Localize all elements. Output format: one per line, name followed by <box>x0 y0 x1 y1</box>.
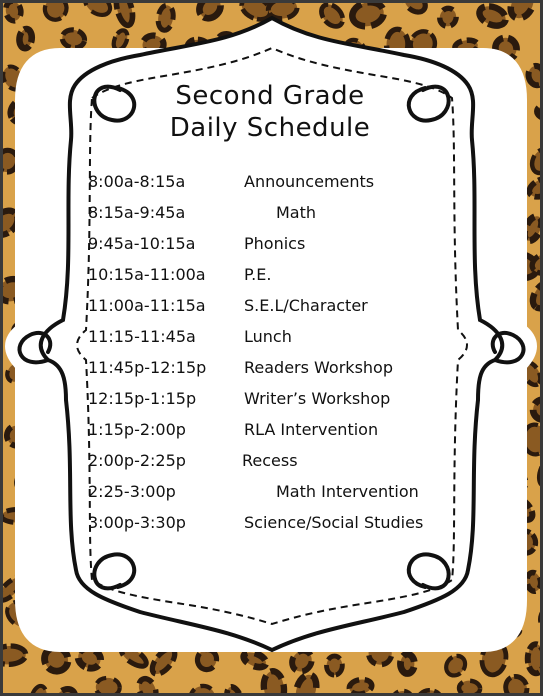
schedule-row <box>0 451 543 482</box>
time-slot: 2:25-3:00p <box>88 482 176 501</box>
time-slot: 8:15a-9:45a <box>88 203 186 222</box>
activity-name: Recess <box>242 451 298 470</box>
activity-name: Readers Workshop <box>244 358 393 377</box>
schedule-row <box>0 234 543 265</box>
schedule-row <box>0 420 543 451</box>
time-slot: 11:00a-11:15a <box>88 296 206 315</box>
activity-name: RLA Intervention <box>244 420 379 439</box>
activity-name: Announcements <box>244 172 375 191</box>
time-slot: 3:00p-3:30p <box>88 513 186 532</box>
schedule-row <box>0 482 543 513</box>
schedule-row <box>0 265 543 296</box>
time-slot: 11:15-11:45a <box>88 327 196 346</box>
title-line-1: Second Grade <box>175 81 365 111</box>
schedule-row <box>0 296 543 327</box>
time-slot: 12:15p-1:15p <box>88 389 197 408</box>
activity-name: P.E. <box>244 265 272 284</box>
activity-name: Math <box>276 203 317 222</box>
activity-name: S.E.L/Character <box>244 296 368 315</box>
schedule-row <box>0 513 543 544</box>
schedule-row <box>0 358 543 389</box>
activity-name: Science/Social Studies <box>244 513 424 532</box>
page-title <box>70 80 470 144</box>
time-slot: 1:15p-2:00p <box>88 420 186 439</box>
activity-name: Math Intervention <box>276 482 419 501</box>
schedule-row <box>0 203 543 234</box>
schedule-row <box>0 389 543 420</box>
activity-name: Lunch <box>244 327 292 346</box>
title-line-2: Daily Schedule <box>169 113 371 143</box>
time-slot: 2:00p-2:25p <box>88 451 186 470</box>
time-slot: 9:45a-10:15a <box>88 234 196 253</box>
time-slot: 10:15a-11:00a <box>88 265 206 284</box>
activity-name: Writer’s Workshop <box>244 389 391 408</box>
time-slot: 8:00a-8:15a <box>88 172 186 191</box>
schedule-row <box>0 172 543 203</box>
activity-name: Phonics <box>244 234 306 253</box>
schedule-row <box>0 327 543 358</box>
time-slot: 11:45p-12:15p <box>88 358 207 377</box>
